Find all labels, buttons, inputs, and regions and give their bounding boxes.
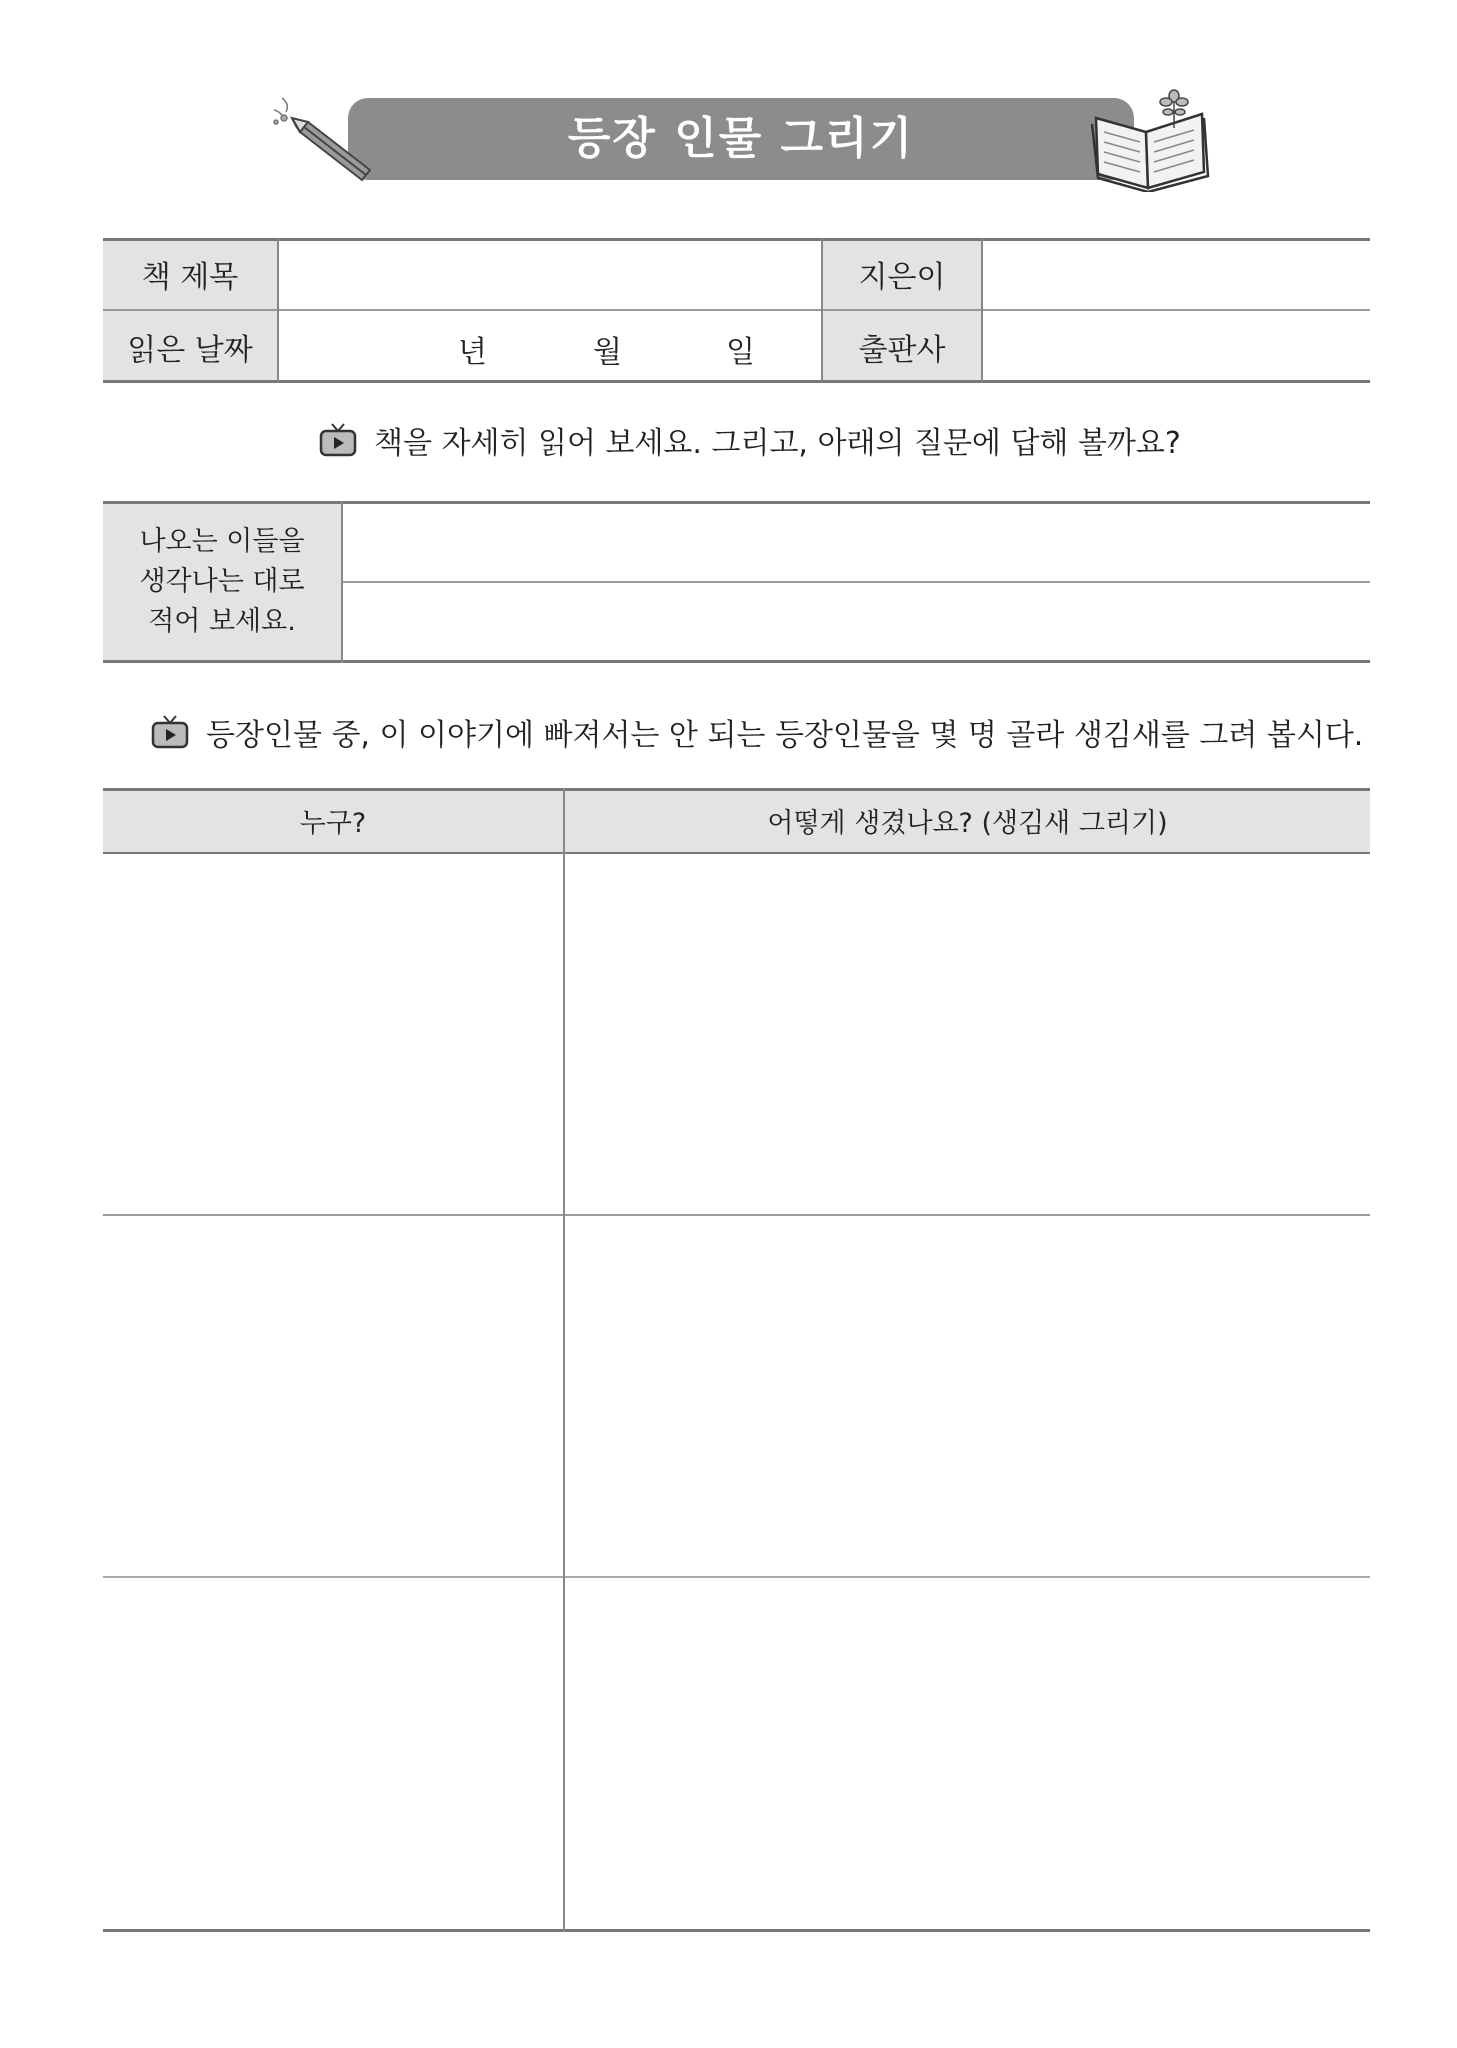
instruction-text: 책을 자세히 읽어 보세요. 그리고, 아래의 질문에 답해 볼까요?: [374, 426, 1181, 461]
characters-prompt-line: 나오는 이들을: [139, 526, 305, 557]
tv-icon: [150, 712, 190, 752]
who-cell-3[interactable]: [103, 1578, 563, 1930]
who-cell-1[interactable]: [103, 854, 563, 1214]
drawing-cell-2[interactable]: [565, 1216, 1370, 1576]
divider: [103, 1214, 1370, 1216]
who-header: [103, 788, 563, 852]
book-title-label: 책 제목: [141, 259, 239, 295]
drawing-cell-3[interactable]: [565, 1578, 1370, 1930]
title-bar: [348, 98, 1134, 180]
characters-prompt-cell: [103, 501, 341, 663]
read-date-field[interactable]: [278, 311, 821, 382]
divider: [981, 238, 983, 382]
drawing-cell-1[interactable]: [565, 854, 1370, 1214]
divider: [563, 788, 565, 1932]
instruction-draw-characters: [150, 710, 1363, 754]
publisher-label: 출판사: [858, 332, 946, 368]
characters-prompt-line: 생각나는 대로: [139, 566, 305, 597]
divider: [103, 788, 1370, 791]
divider: [821, 238, 823, 382]
publisher-label-cell: [823, 311, 981, 382]
divider: [103, 380, 1370, 383]
book-title-label-cell: [103, 238, 277, 309]
book-info-table: [103, 238, 1370, 382]
divider: [277, 238, 279, 382]
pencil-icon: [262, 92, 382, 188]
author-field[interactable]: [983, 238, 1370, 309]
open-book-icon: [1082, 88, 1222, 192]
characters-list-table: [103, 501, 1370, 663]
instruction-text: 등장인물 중, 이 이야기에 빠져서는 안 되는 등장인물을 몇 명 골라 생김새를 그려 봅시다.: [206, 718, 1364, 753]
who-cell-2[interactable]: [103, 1216, 563, 1576]
divider: [103, 501, 1370, 504]
tv-icon: [318, 420, 358, 460]
looks-header-label: 어떻게 생겼나요? (생김새 그리기): [767, 807, 1168, 839]
divider: [343, 581, 1370, 583]
divider: [103, 238, 1370, 241]
author-label: 지은이: [858, 259, 946, 295]
read-date-label: 읽은 날짜: [127, 332, 253, 368]
read-date-label-cell: [103, 311, 277, 382]
character-drawing-table: [103, 788, 1370, 1932]
divider: [103, 1929, 1370, 1932]
characters-prompt-line: 적어 보세요.: [148, 606, 296, 637]
divider: [103, 852, 1370, 854]
divider: [103, 660, 1370, 663]
who-header-label: 누구?: [299, 807, 367, 839]
divider: [103, 309, 1370, 311]
characters-line-2[interactable]: [343, 582, 1370, 662]
publisher-field[interactable]: [983, 311, 1370, 382]
author-label-cell: [823, 238, 981, 309]
year-unit: 년: [458, 335, 487, 370]
characters-line-1[interactable]: [343, 501, 1370, 581]
book-title-field[interactable]: [278, 238, 821, 309]
page-title: 등장 인물 그리기: [567, 113, 915, 164]
divider: [103, 1576, 1370, 1578]
title-banner: [262, 92, 1222, 188]
month-unit: 월: [593, 335, 622, 370]
day-unit: 일: [726, 335, 755, 370]
instruction-read-book: [318, 418, 1181, 462]
looks-header: [565, 788, 1370, 852]
divider: [341, 501, 343, 663]
